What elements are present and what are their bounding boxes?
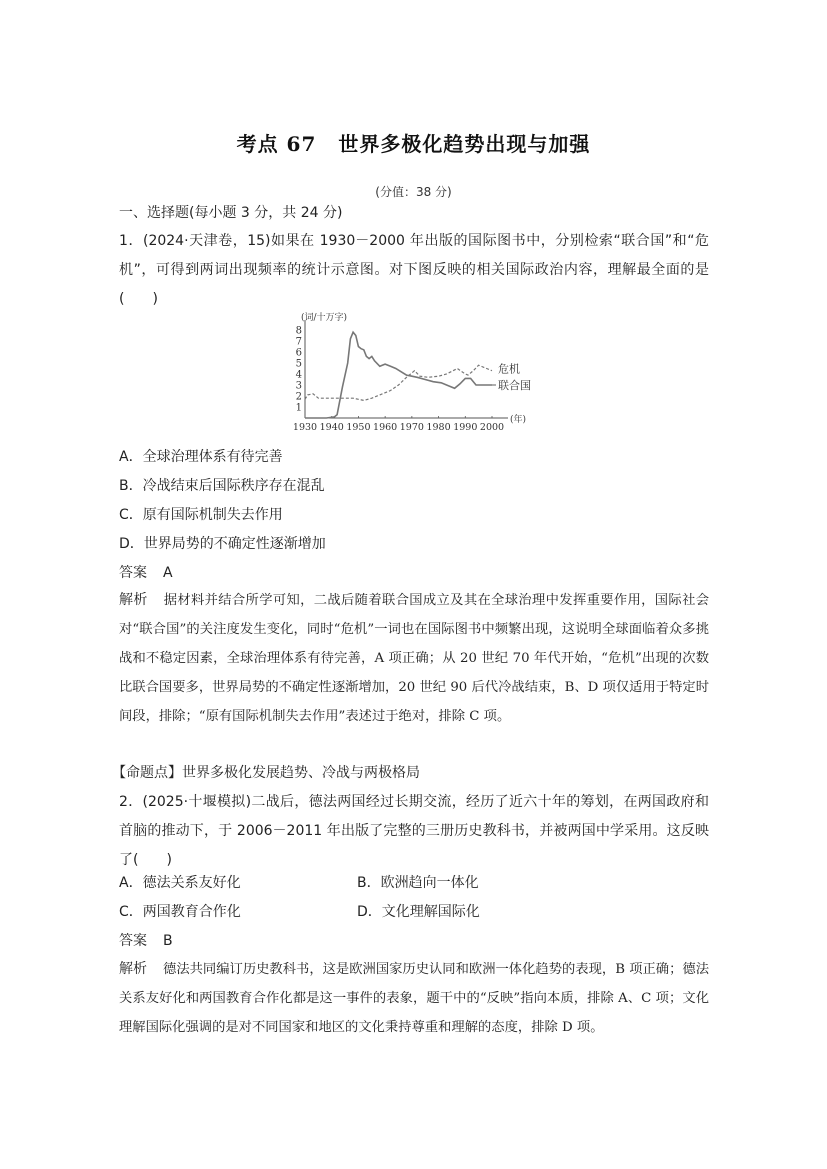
option-text: 两国教育合作化	[142, 904, 241, 920]
question-1-stem: 1．(2024·天津卷，15)如果在 1930－2000 年出版的国际图书中，分别检索“联合国”和“危机”，可得到两词出现频率的统计示意图。对下图反映的相关国际政治内容，理解最全面的是( )	[119, 233, 709, 307]
answer-label: 答案	[119, 565, 147, 581]
answer-value: A	[163, 565, 173, 581]
y-tick-label: 4	[295, 369, 302, 381]
topic-number: 考点 67	[236, 132, 317, 156]
q1-option-a[interactable]	[119, 447, 283, 467]
q1-topic-point	[112, 763, 420, 783]
q2-option-a[interactable]	[119, 873, 241, 893]
q2-option-d[interactable]	[357, 902, 480, 922]
option-text: 冷战结束后国际秩序存在混乱	[142, 478, 325, 494]
y-tick-label: 5	[295, 358, 302, 370]
analysis-text: 据材料并结合所学可知，二战后随着联合国成立及其在全球治理中发挥重要作用，国际社会对“联合国”的关注度发生变化，同时“危机”一词也在国际图书中频繁出现，这说明全球面临着众多挑战和不稳定因素，全球治理体系有待完善，A 项正确；从 20 世纪 70 年代开始，“危机”出现的次数比联合国要多，世界局势的不确定性逐渐增加，20 世纪 90 后代冷战结束，B、D 项仅适用于特定时间段，排除；“原有国际机制失去作用”表述过于绝对，排除 C 项。	[119, 593, 710, 724]
q2-analysis	[119, 955, 709, 1042]
q1-answer	[119, 563, 173, 583]
series-label: 联合国	[498, 379, 531, 392]
section-title: 一、选择题(每小题 3 分，共 24 分)	[119, 205, 343, 221]
q1-option-d[interactable]	[119, 534, 326, 554]
x-tick-label: 2000	[479, 422, 505, 433]
option-label: A．	[119, 875, 143, 891]
x-tick-label: 1950	[346, 422, 371, 433]
page-title	[0, 128, 827, 157]
analysis-label: 解析	[119, 961, 148, 977]
frequency-chart	[280, 308, 540, 438]
option-label: B．	[119, 478, 143, 494]
option-text: 文化理解国际化	[381, 904, 480, 920]
y-tick-label: 6	[295, 347, 302, 359]
answer-label: 答案	[119, 933, 147, 949]
q1-analysis	[119, 586, 709, 731]
option-label: D．	[357, 904, 382, 920]
option-text: 原有国际机制失去作用	[142, 507, 283, 523]
y-axis-label: (词/十万字)	[301, 313, 348, 323]
q1-option-b[interactable]	[119, 476, 325, 496]
question-2-stem: 2．(2025·十堰模拟)二战后，德法两国经过长期交流，经历了近六十年的筹划，在两国政府和首脑的推动下，于 2006－2011 年出版了完整的三册历史教科书，并被两国中学采用。这反映了( )	[119, 794, 709, 868]
option-label: C．	[119, 904, 143, 920]
x-tick-label: 1990	[453, 422, 478, 433]
analysis-label: 解析	[119, 592, 148, 608]
y-tick-label: 1	[295, 402, 302, 414]
series-label: 危机	[498, 362, 520, 376]
x-tick-label: 1980	[426, 422, 451, 433]
option-label: A．	[119, 449, 143, 465]
x-tick-label: 1930	[292, 422, 318, 433]
x-tick-label: 1960	[373, 422, 398, 433]
x-axis-label: (年)	[510, 415, 527, 425]
topic-point-text: 世界多极化发展趋势、冷战与两极格局	[182, 765, 420, 781]
analysis-text: 德法共同编订历史教科书，这是欧洲国家历史认同和欧洲一体化趋势的表现，B 项正确；德法关系友好化和两国教育合作化都是这一事件的表象，题干中的“反映”指向本质，排除 A、C 项；文化理解国际化强调的是对不同国家和地区的文化秉持尊重和理解的态度，排除 D 项。	[119, 962, 710, 1035]
q2-answer	[119, 931, 173, 951]
option-text: 欧洲趋向一体化	[380, 875, 479, 891]
option-label: C．	[119, 507, 143, 523]
answer-value: B	[163, 933, 173, 949]
q2-option-c[interactable]	[119, 902, 241, 922]
option-text: 世界局势的不确定性逐渐增加	[143, 536, 326, 552]
topic-point-label: 【命题点】	[112, 765, 182, 781]
y-tick-label: 3	[295, 380, 302, 392]
option-label: B．	[357, 875, 381, 891]
topic-title: 世界多极化趋势出现与加强	[338, 132, 591, 156]
q2-option-b[interactable]	[357, 873, 479, 893]
x-tick-label: 1940	[319, 422, 344, 433]
q1-option-c[interactable]	[119, 505, 283, 525]
x-tick-label: 1970	[399, 422, 424, 433]
y-tick-label: 8	[295, 325, 302, 337]
option-text: 德法关系友好化	[142, 875, 241, 891]
y-tick-label: 7	[295, 336, 302, 348]
series-line-united-nations	[305, 332, 492, 418]
option-label: D．	[119, 536, 144, 552]
y-tick-label: 2	[295, 391, 302, 403]
option-text: 全球治理体系有待完善	[142, 449, 283, 465]
score-note: (分值：38 分)	[375, 185, 452, 199]
